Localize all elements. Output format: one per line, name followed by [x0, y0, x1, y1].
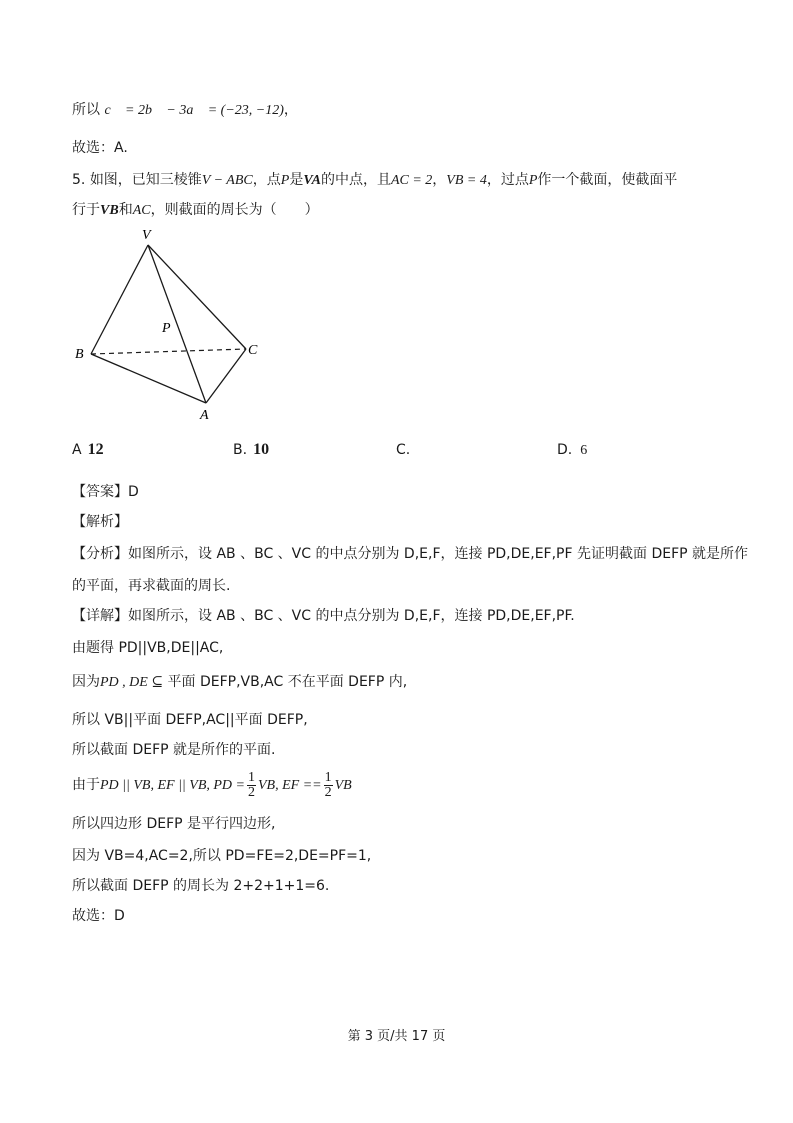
numerator: 1 — [324, 769, 332, 785]
edge-ba — [91, 354, 206, 403]
question-line-1 — [72, 170, 677, 191]
denominator: 2 — [324, 784, 332, 800]
separator: ， — [432, 172, 447, 188]
equation: VB = 4 — [446, 173, 487, 188]
denominator: 2 — [247, 784, 255, 800]
question-text: 的中点，且 — [320, 172, 391, 188]
final-choice: 故选：D — [72, 908, 125, 924]
proof-line-half — [72, 768, 352, 803]
label-b: B — [75, 347, 84, 362]
fraction — [324, 771, 333, 800]
formula-line-vector — [72, 100, 298, 121]
edge-vb — [91, 245, 148, 354]
edge-va — [148, 245, 206, 403]
equation: AC = 2 — [390, 173, 433, 188]
question-text: 和 — [118, 202, 133, 218]
formula: PD || VB, EF || VB, PD = — [100, 778, 245, 793]
vector-formula: c⃗ = 2b⃗ − 3a⃗ = (−23, −12) — [104, 103, 284, 118]
answer-tag: 【答案】 — [72, 484, 128, 500]
line-prefix: 因为 — [72, 674, 100, 690]
proof-line-section: 所以截面 DEFP 就是所作的平面. — [72, 742, 276, 758]
edge-bc-hidden — [91, 349, 246, 354]
fenxi-line-2: 的平面，再求截面的周长. — [72, 578, 231, 594]
label-v: V — [142, 228, 151, 243]
question-text: 如图，已知三棱锥 — [89, 172, 202, 188]
proof-line-perimeter: 所以截面 DEFP 的周长为 2+2+1+1=6. — [72, 878, 330, 894]
question-text: 是 — [289, 172, 304, 188]
formula: VB, EF == — [257, 778, 322, 793]
formula: VB — [334, 778, 352, 793]
proof-line-because — [72, 672, 407, 693]
question-text: ，则截面的周长为（ ） — [150, 202, 319, 218]
question-text: ，点 — [252, 172, 281, 188]
question-text: ，过点 — [486, 172, 529, 188]
label-c: C — [248, 343, 258, 358]
analysis-heading: 【解析】 — [72, 514, 128, 530]
label-p: P — [162, 321, 171, 336]
question-number: 5. — [72, 172, 86, 188]
fenxi-line-1 — [72, 544, 748, 564]
option-letter: B. — [233, 442, 248, 458]
question-text: 作一个截面，使截面平 — [537, 172, 678, 188]
line-prefix: 由于 — [72, 777, 100, 793]
proof-line-parallelogram: 所以四边形 DEFP 是平行四边形, — [72, 816, 276, 832]
option-value: 10 — [253, 441, 270, 458]
detail-text: 如图所示，设 AB 、BC 、VC 的中点分别为 D,E,F，连接 PD,DE,EF,PF. — [128, 608, 575, 624]
line-text: 平面 DEFP,VB,AC 不在平面 DEFP 内, — [167, 674, 408, 690]
option-a — [72, 440, 104, 460]
question-line-2 — [72, 200, 319, 221]
choice-line: 故选：A. — [72, 140, 128, 156]
answer-value: D — [128, 484, 139, 500]
formula: PD , DE ⊆ — [100, 675, 164, 690]
option-b — [233, 440, 269, 460]
segment-label: VB — [100, 203, 119, 218]
option-d — [557, 440, 587, 461]
point-label: P — [528, 173, 538, 188]
line-prefix: 所以 — [72, 102, 100, 118]
point-label: P — [280, 173, 290, 188]
proof-line-lengths: 因为 VB=4,AC=2,所以 PD=FE=2,DE=PF=1, — [72, 848, 372, 864]
fraction — [247, 771, 256, 800]
numerator: 1 — [247, 769, 255, 785]
segment-label: VA — [303, 173, 321, 188]
detail-line — [72, 606, 575, 626]
option-letter: D. — [557, 442, 573, 458]
option-c — [396, 440, 416, 460]
page-footer: 第 3 页/共 17 页 — [347, 1029, 446, 1044]
proof-line-vb-parallel: 所以 VB||平面 DEFP,AC||平面 DEFP, — [72, 712, 308, 728]
proof-line-parallel: 由题得 PD||VB,DE||AC, — [72, 640, 224, 656]
edge-ac — [206, 349, 246, 403]
option-value: 6 — [580, 443, 588, 458]
option-value: 12 — [87, 441, 104, 458]
pyramid-figure — [70, 225, 270, 430]
segment-label: AC — [132, 203, 151, 218]
option-letter: A — [72, 442, 82, 458]
pyramid-name: V − ABC — [201, 173, 253, 188]
fenxi-text: 如图所示，设 AB 、BC 、VC 的中点分别为 D,E,F，连接 PD,DE,EF,PF 先证明截面 DEFP 就是所作 — [128, 546, 749, 562]
option-letter: C. — [396, 442, 411, 458]
fenxi-tag: 【分析】 — [72, 546, 128, 562]
label-a: A — [200, 408, 209, 423]
line-suffix: ， — [283, 102, 298, 118]
question-text: 行于 — [72, 202, 100, 218]
detail-tag: 【详解】 — [72, 608, 128, 624]
answer-line — [72, 482, 139, 502]
